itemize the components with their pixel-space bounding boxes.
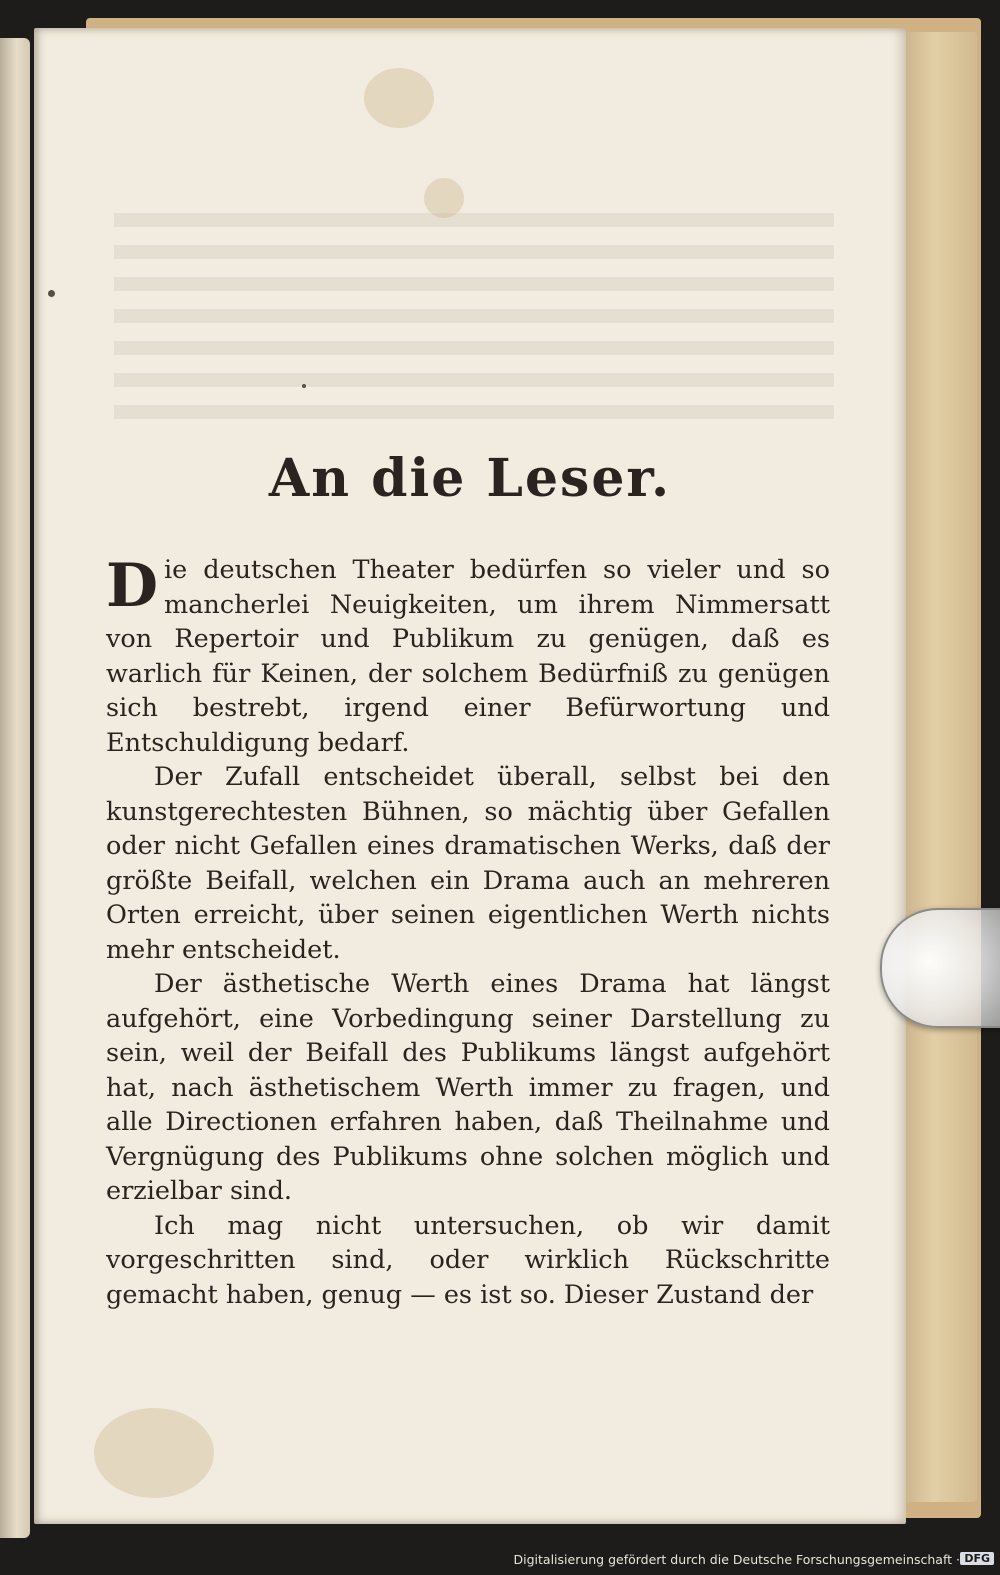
page-stain <box>364 68 434 128</box>
show-through-text <box>114 213 834 423</box>
page-stain <box>424 178 464 218</box>
paragraph <box>106 553 830 760</box>
book-page <box>34 28 906 1524</box>
page-title: An die Leser. <box>268 448 672 509</box>
dfg-logo: DFG <box>960 1552 994 1565</box>
facing-page-edge <box>0 38 30 1538</box>
paragraph-text: ie deutschen Theater bedürfen so vieler und so mancherlei Neuigkeiten, um ihrem Nimmersatt von Repertoir und Publikum zu genügen, daß es warlich für Keinen, der solchem Bedürfniß zu genügen sich bestrebt, irgend einer Befürwortung und Entschuldigung bedarf. <box>106 555 830 758</box>
drop-cap: D <box>106 551 159 621</box>
ink-dot <box>48 290 55 297</box>
cover-edge <box>905 32 977 1502</box>
paragraph: Der ästhetische Werth eines Drama hat längst aufgehört, eine Vorbedingung seiner Darstellung zu sein, weil der Beifall des Publikums längst aufgehört hat, nach ästhetischem Werth immer zu fragen, und alle Directionen erfahren haben, daß Theilnahme und Vergnügung des Publikums ohne solchen möglich und erzielbar sind. <box>106 969 830 1206</box>
page-turn-tab[interactable] <box>880 908 1000 1028</box>
page-stain <box>94 1408 214 1498</box>
footer-credit: Digitalisierung gefördert durch die Deutsche Forschungsgemeinschaft · <box>513 1552 960 1567</box>
paragraph: Ich mag nicht untersuchen, ob wir damit vorgeschritten sind, oder wirklich Rückschritte gemacht haben, genug — es ist so. Dieser Zustand der <box>106 1210 830 1310</box>
body-text <box>106 553 830 1312</box>
paragraph: Der Zufall entscheidet überall, selbst bei den kunstgerechtesten Bühnen, so mächtig über Gefallen oder nicht Gefallen eines dramatischen Werks, daß der größte Beifall, welchen ein Drama auch an mehreren Orten erreicht, über seinen eigentlichen Werth nichts mehr entscheidet. <box>106 762 830 965</box>
ink-dot <box>302 384 306 388</box>
footer-bar <box>0 1549 1000 1575</box>
